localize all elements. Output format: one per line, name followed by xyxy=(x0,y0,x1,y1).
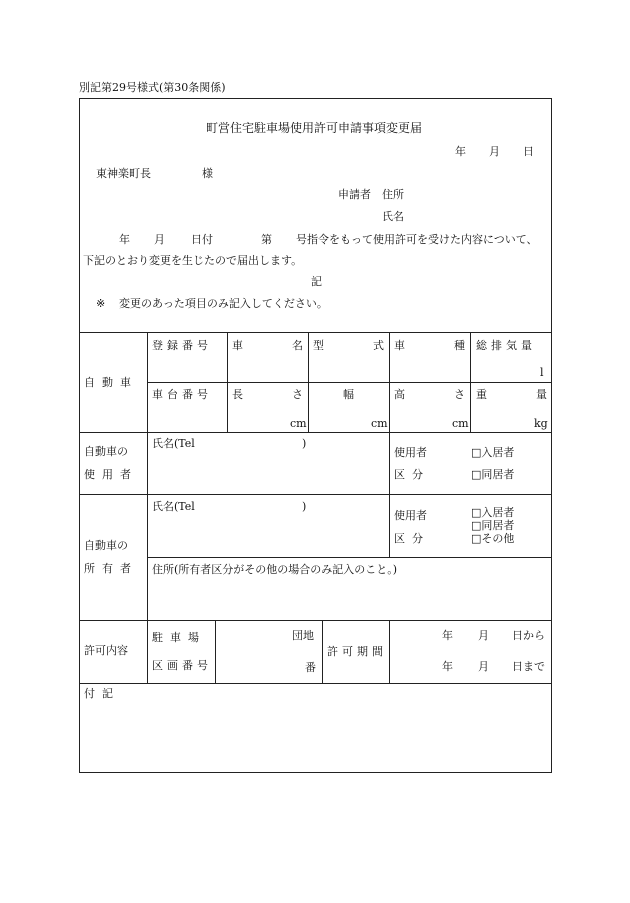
weight-unit: kg xyxy=(534,417,548,430)
width-unit: cm xyxy=(371,417,388,430)
body-line2: 下記のとおり変更を生じたので届出します。 xyxy=(83,254,303,267)
permit-period-label: 許可期間 xyxy=(327,645,387,658)
divider xyxy=(389,432,390,557)
owner-kubun-label: 区分 xyxy=(394,532,430,545)
owner-label-line2: 所有者 xyxy=(84,562,138,575)
divider xyxy=(389,332,390,432)
user-label-line2: 使用者 xyxy=(84,468,138,481)
owner-type-label: 使用者 xyxy=(394,509,427,522)
height-label-a: 高 xyxy=(394,388,405,401)
note-text: 変更のあった項目のみ記入してください。 xyxy=(119,297,328,310)
owner-label-line1: 自動車の xyxy=(84,539,128,552)
period-to-year: 年 xyxy=(442,660,453,673)
parking-label-line1: 駐車場 xyxy=(152,631,206,644)
danchi-label: 団地 xyxy=(292,629,314,642)
user-name-tel: 氏名(Tel xyxy=(152,437,195,450)
remarks-label: 付記 xyxy=(84,687,120,700)
user-opt-resident: □入居者 xyxy=(471,446,515,459)
car-name-label-a: 車 xyxy=(232,339,243,352)
user-label-line1: 自動車の xyxy=(84,445,128,458)
body-day-dated: 日付 xyxy=(191,233,213,246)
divider xyxy=(79,683,552,684)
car-name-label-b: 名 xyxy=(292,339,303,352)
period-to-month: 月 xyxy=(478,660,489,673)
divider xyxy=(79,620,552,621)
date-month: 月 xyxy=(489,145,500,158)
width-label: 幅 xyxy=(343,388,354,401)
form-number: 別記第29号様式(第30条関係) xyxy=(79,81,226,94)
divider xyxy=(147,332,148,683)
applicant-label: 申請者 xyxy=(338,188,371,201)
height-unit: cm xyxy=(452,417,469,430)
period-from-year: 年 xyxy=(442,629,453,642)
divider xyxy=(227,332,228,432)
divider xyxy=(215,620,216,683)
owner-opt-cohabitant: □同居者 xyxy=(471,519,515,532)
reg-no-label: 登録番号 xyxy=(152,339,212,352)
period-from-month: 月 xyxy=(478,629,489,642)
divider xyxy=(79,494,552,495)
body-month: 月 xyxy=(154,233,165,246)
permit-label: 許可内容 xyxy=(84,644,128,657)
length-unit: cm xyxy=(290,417,307,430)
divider xyxy=(147,382,552,383)
owner-address-note: 住所(所有者区分がその他の場合のみ記入のこと。) xyxy=(152,563,398,576)
body-year: 年 xyxy=(119,233,130,246)
owner-opt-other: □その他 xyxy=(471,532,515,545)
owner-opt-resident: □入居者 xyxy=(471,506,515,519)
addressee-name: 東神楽町長 xyxy=(96,167,151,180)
parking-label-line2: 区画番号 xyxy=(152,659,212,672)
date-day: 日 xyxy=(523,145,534,158)
applicant-name-label: 氏名 xyxy=(382,210,404,223)
kind-label-a: 車 xyxy=(394,339,405,352)
model-label-a: 型 xyxy=(313,339,324,352)
period-to-day: 日まで xyxy=(512,660,545,673)
note-mark: ※ xyxy=(96,297,106,310)
ban-label: 番 xyxy=(305,661,316,674)
length-label-b: さ xyxy=(292,388,303,401)
owner-close-paren: ) xyxy=(302,500,307,513)
addressee-honorific: 様 xyxy=(202,167,213,180)
user-close-paren: ) xyxy=(302,437,307,450)
length-label-a: 長 xyxy=(232,388,243,401)
user-opt-cohabitant: □同居者 xyxy=(471,468,515,481)
form-title: 町営住宅駐車場使用許可申請事項変更届 xyxy=(206,121,423,135)
divider xyxy=(308,332,309,432)
date-year: 年 xyxy=(455,145,466,158)
divider xyxy=(389,620,390,683)
ki-label: 記 xyxy=(311,275,322,288)
period-from-day: 日から xyxy=(512,629,545,642)
user-kubun-label: 区分 xyxy=(394,468,430,481)
displacement-label: 総排気量 xyxy=(476,339,536,352)
weight-label-a: 重 xyxy=(476,388,487,401)
divider xyxy=(470,332,471,432)
user-type-label: 使用者 xyxy=(394,446,427,459)
applicant-address-label: 住所 xyxy=(382,188,404,201)
body-number-prefix: 第 xyxy=(261,233,272,246)
owner-name-tel: 氏名(Tel xyxy=(152,500,195,513)
body-line1: 号指令をもって使用許可を受けた内容について、 xyxy=(296,233,538,246)
divider xyxy=(79,432,552,433)
model-label-b: 式 xyxy=(373,339,384,352)
divider xyxy=(79,332,552,333)
vehicle-section-label: 自動車 xyxy=(84,376,138,389)
divider xyxy=(322,620,323,683)
chassis-no-label: 車台番号 xyxy=(152,388,212,401)
divider xyxy=(147,557,552,558)
height-label-b: さ xyxy=(454,388,465,401)
weight-label-b: 量 xyxy=(536,388,547,401)
kind-label-b: 種 xyxy=(454,339,465,352)
displacement-unit: l xyxy=(540,366,544,379)
